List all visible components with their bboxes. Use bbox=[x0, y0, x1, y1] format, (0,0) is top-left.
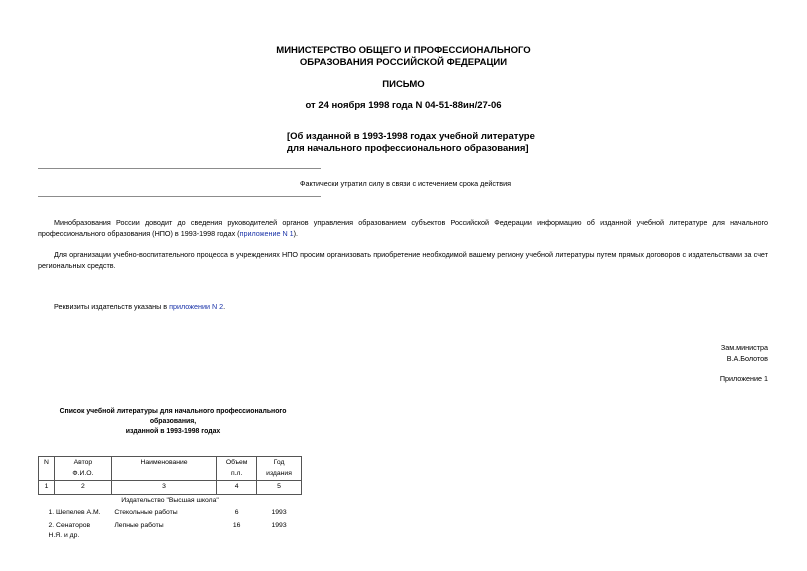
table-row bbox=[39, 507, 302, 520]
col-header-year-line-1: Год bbox=[273, 459, 285, 466]
col-header-name: Наименование bbox=[111, 457, 216, 481]
row-year: 1993 bbox=[271, 509, 287, 516]
row-author: 2. Сенаторов Н.Я. и др. bbox=[48, 521, 91, 539]
col-header-volume-line-1: Объем bbox=[225, 459, 248, 466]
col-header-volume bbox=[217, 457, 257, 481]
ministry-line-2: ОБРАЗОВАНИЯ РОССИЙСКОЙ ФЕДЕРАЦИИ bbox=[299, 57, 508, 68]
col-header-year bbox=[257, 457, 302, 481]
table-header-row bbox=[39, 457, 302, 481]
signature-block bbox=[721, 343, 768, 364]
col-header-volume-line-2: п.л. bbox=[230, 469, 243, 477]
list-title-line-1: Список учебной литературы для начального профессионального образования, bbox=[59, 408, 287, 425]
appendix-1-link[interactable]: приложение N 1 bbox=[239, 228, 294, 238]
col-header-year-line-2: издания bbox=[266, 469, 292, 477]
ministry-line-1: МИНИСТЕРСТВО ОБЩЕГО И ПРОФЕССИОНАЛЬНОГО bbox=[276, 45, 531, 56]
document-subject bbox=[287, 131, 535, 155]
row-volume: 6 bbox=[234, 509, 239, 516]
paragraph-1-end: ). bbox=[293, 228, 299, 238]
divider-bottom bbox=[38, 196, 321, 197]
signature-title: Зам.министра bbox=[720, 343, 768, 352]
col-header-author-line-2: Ф.И.О. bbox=[72, 469, 94, 477]
paragraph-2: Для организации учебно-воспитательного процесса в учреждениях НПО просим организовать приобретение необходимой вашему региону учебной литературы путем прямых договоров с издательствами за счет региональных средств. bbox=[38, 250, 768, 270]
paragraph-1-text: Минобразования России доводит до сведения руководителей органов управления образованием субъектов Российской Федерации информацию об изданной учебной литературе для начального профессионального образования (НПО) в 1993-1998 годах ( bbox=[38, 218, 768, 238]
appendix-label: Приложение 1 bbox=[719, 374, 768, 383]
list-title-line-2: изданной в 1993-1998 годах bbox=[125, 428, 221, 435]
table-row bbox=[39, 520, 302, 543]
divider-top bbox=[38, 168, 321, 169]
document-date-number: от 24 ноября 1998 года N 04-51-88ин/27-06 bbox=[305, 100, 502, 111]
paragraph-3-end: . bbox=[223, 302, 226, 311]
column-number: 2 bbox=[54, 481, 111, 495]
row-name: Стекольные работы bbox=[114, 509, 178, 516]
paragraph-3 bbox=[38, 302, 768, 313]
column-number-row bbox=[39, 481, 302, 495]
row-volume: 16 bbox=[232, 521, 241, 529]
publisher-name: Издательство "Высшая школа" bbox=[121, 496, 219, 504]
subject-line-2: для начального профессионального образования] bbox=[287, 143, 529, 154]
col-header-author-line-1: Автор bbox=[73, 459, 93, 466]
paragraph-3-text: Реквизиты издательств указаны в bbox=[54, 302, 170, 311]
subject-line-1: [Об изданной в 1993-1998 годах учебной литературе bbox=[287, 131, 535, 142]
status-note: Фактически утратил силу в связи с истечением срока действия bbox=[300, 179, 511, 188]
appendix-2-link[interactable]: приложении N 2 bbox=[169, 302, 224, 311]
literature-table bbox=[38, 456, 302, 543]
column-number: 4 bbox=[217, 481, 257, 495]
col-header-author bbox=[54, 457, 111, 481]
row-year: 1993 bbox=[271, 521, 287, 529]
column-number: 5 bbox=[257, 481, 302, 495]
publisher-row bbox=[39, 494, 302, 507]
col-header-n: N bbox=[39, 457, 55, 481]
row-author: 1. Шепелев А.М. bbox=[48, 509, 101, 516]
paragraph-1 bbox=[38, 218, 768, 239]
column-number: 1 bbox=[39, 481, 55, 495]
row-name: Лепные работы bbox=[114, 521, 164, 529]
list-title bbox=[38, 407, 308, 437]
document-type: ПИСЬМО bbox=[382, 79, 425, 90]
document-header bbox=[0, 45, 807, 69]
signature-name: В.А.Болотов bbox=[726, 353, 768, 363]
column-number: 3 bbox=[111, 481, 216, 495]
